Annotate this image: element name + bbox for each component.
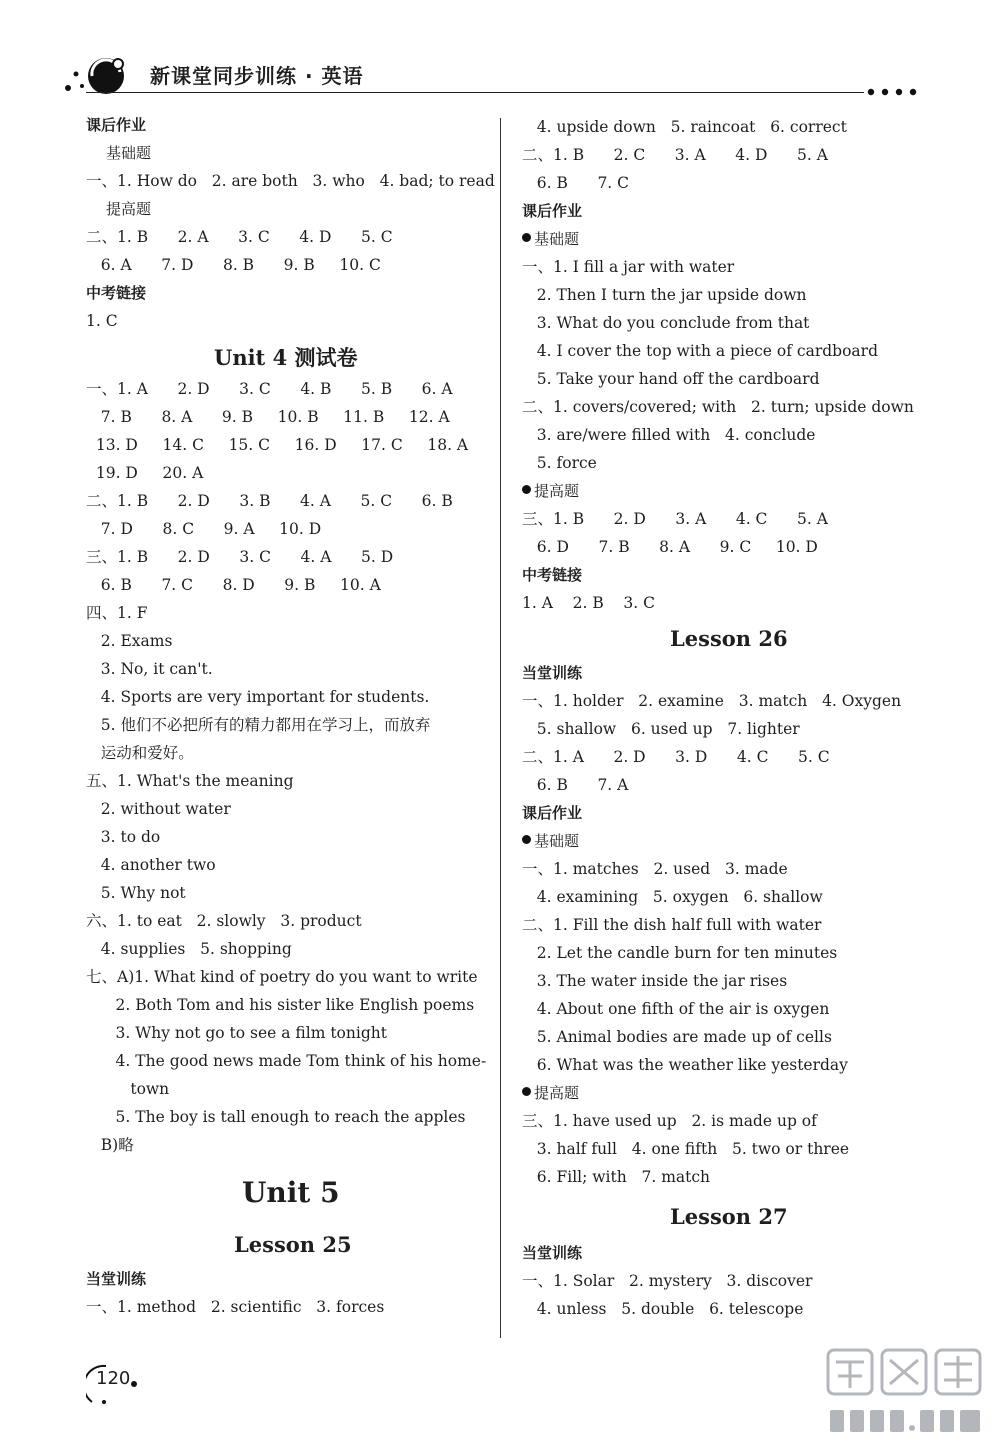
watermark-logo-icon [820, 1340, 990, 1445]
answer-line: 5. Why not [86, 884, 186, 902]
unit4-test-title: Unit 4 测试卷 [214, 345, 358, 370]
answer-line: town [86, 1080, 170, 1098]
section-heading: 当堂训练 [522, 664, 583, 682]
section-heading: 中考链接 [86, 284, 147, 302]
answer-line: 4. Sports are very important for students. [86, 688, 430, 706]
book-title: 新课堂同步训练 · 英语 [150, 64, 364, 88]
answer-line: 6. D 7. B 8. A 9. C 10. D [522, 538, 818, 556]
answer-line: 4. unless 5. double 6. telescope [522, 1300, 804, 1318]
section-heading: 课后作业 [522, 804, 583, 822]
bullet-icon [522, 835, 531, 844]
answer-line: 3. No, it can't. [86, 660, 213, 678]
answer-line: 5. Animal bodies are made up of cells [522, 1028, 832, 1046]
subsection-heading: 提高题 [106, 200, 152, 218]
answer-line: 3. are/were filled with 4. conclude [522, 426, 816, 444]
column-divider [500, 118, 501, 1338]
answer-line: 七、A)1. What kind of poetry do you want to write [86, 968, 478, 986]
answer-line: 4. examining 5. oxygen 6. shallow [522, 888, 823, 906]
answer-line: 一、1. method 2. scientific 3. forces [86, 1298, 385, 1316]
answer-line: 2. Let the candle burn for ten minutes [522, 944, 838, 962]
answer-line: 2. Then I turn the jar upside down [522, 286, 807, 304]
answer-line: 6. A 7. D 8. B 9. B 10. C [86, 256, 381, 274]
answer-line: 2. Both Tom and his sister like English poems [86, 996, 475, 1014]
answer-line: 4. I cover the top with a piece of cardboard [522, 342, 878, 360]
answer-line: 6. B 7. C [522, 174, 630, 192]
answer-line: 19. D 20. A [86, 464, 204, 482]
answer-line: 二、1. B 2. D 3. B 4. A 5. C 6. B [86, 492, 453, 510]
answer-line: 5. The boy is tall enough to reach the apples [86, 1108, 466, 1126]
answer-line: 二、1. covers/covered; with 2. turn; upside down [522, 398, 914, 416]
lesson25-title: Lesson 25 [234, 1232, 352, 1257]
answer-line: 三、1. B 2. D 3. C 4. A 5. D [86, 548, 394, 566]
page-number: 120 [96, 1368, 131, 1389]
answer-line: 4. supplies 5. shopping [86, 940, 292, 958]
bullet-icon [522, 233, 531, 242]
answer-line: 5. shallow 6. used up 7. lighter [522, 720, 800, 738]
answer-line: 4. The good news made Tom think of his home- [86, 1052, 487, 1070]
answer-line: 三、1. B 2. D 3. A 4. C 5. A [522, 510, 828, 528]
header-rule [86, 92, 864, 93]
answer-line: 6. What was the weather like yesterday [522, 1056, 848, 1074]
answer-line: 5. Take your hand off the cardboard [522, 370, 820, 388]
answer-line: 一、1. Solar 2. mystery 3. discover [522, 1272, 813, 1290]
lesson26-title: Lesson 26 [670, 626, 788, 651]
answer-line: 6. B 7. A [522, 776, 629, 794]
answer-line: 一、1. How do 2. are both 3. who 4. bad; to read [86, 172, 495, 190]
answer-line: 6. Fill; with 7. match [522, 1168, 711, 1186]
answer-line: 3. What do you conclude from that [522, 314, 810, 332]
answer-line: 1. C [86, 312, 118, 330]
answer-line: 13. D 14. C 15. C 16. D 17. C 18. A [86, 436, 469, 454]
answer-line: 2. Exams [86, 632, 173, 650]
answer-line: 三、1. have used up 2. is made up of [522, 1112, 817, 1130]
answer-line: 3. The water inside the jar rises [522, 972, 788, 990]
section-heading: 当堂训练 [86, 1270, 147, 1288]
answer-line: 2. without water [86, 800, 231, 818]
lesson27-title: Lesson 27 [670, 1204, 788, 1229]
answer-line: 5. 他们不必把所有的精力都用在学习上，而放弃 [86, 716, 431, 734]
answer-line: 3. to do [86, 828, 161, 846]
subsection-heading: 基础题 [522, 226, 579, 252]
bullet-icon [522, 485, 531, 494]
answer-line: 3. Why not go to see a film tonight [86, 1024, 387, 1042]
unit5-title: Unit 5 [242, 1176, 340, 1209]
answer-line: 7. D 8. C 9. A 10. D [86, 520, 322, 538]
answer-line: B)略 [86, 1136, 134, 1154]
subsection-heading: 基础题 [522, 828, 579, 854]
answer-line: 7. B 8. A 9. B 10. B 11. B 12. A [86, 408, 450, 426]
answer-line: 二、1. A 2. D 3. D 4. C 5. C [522, 748, 830, 766]
section-heading: 中考链接 [522, 566, 583, 584]
bullet-icon [522, 1087, 531, 1096]
answer-line: 四、1. F [86, 604, 148, 622]
answer-line: 六、1. to eat 2. slowly 3. product [86, 912, 362, 930]
subsection-heading: 提高题 [522, 478, 579, 504]
answer-line: 1. A 2. B 3. C [522, 594, 656, 612]
answer-line: 6. B 7. C 8. D 9. B 10. A [86, 576, 381, 594]
subsection-heading: 提高题 [522, 1080, 579, 1106]
header-dots-icon [866, 86, 926, 98]
answer-line: 3. half full 4. one fifth 5. two or three [522, 1140, 850, 1158]
answer-line: 4. upside down 5. raincoat 6. correct [522, 118, 847, 136]
answer-line: 二、1. B 2. A 3. C 4. D 5. C [86, 228, 393, 246]
answer-line: 一、1. holder 2. examine 3. match 4. Oxygen [522, 692, 902, 710]
answer-line: 二、1. B 2. C 3. A 4. D 5. A [522, 146, 828, 164]
answer-line: 一、1. A 2. D 3. C 4. B 5. B 6. A [86, 380, 453, 398]
answer-line: 二、1. Fill the dish half full with water [522, 916, 822, 934]
section-heading: 课后作业 [522, 202, 583, 220]
section-heading: 当堂训练 [522, 1244, 583, 1262]
subsection-heading: 基础题 [106, 144, 152, 162]
answer-line: 5. force [522, 454, 597, 472]
answer-line: 一、1. I fill a jar with water [522, 258, 735, 276]
section-heading: 课后作业 [86, 116, 147, 134]
answer-line: 4. another two [86, 856, 216, 874]
answer-line: 五、1. What's the meaning [86, 772, 294, 790]
answer-line: 运动和爱好。 [86, 744, 194, 762]
page-header [0, 0, 1000, 110]
answer-line: 一、1. matches 2. used 3. made [522, 860, 788, 878]
answer-line: 4. About one fifth of the air is oxygen [522, 1000, 830, 1018]
